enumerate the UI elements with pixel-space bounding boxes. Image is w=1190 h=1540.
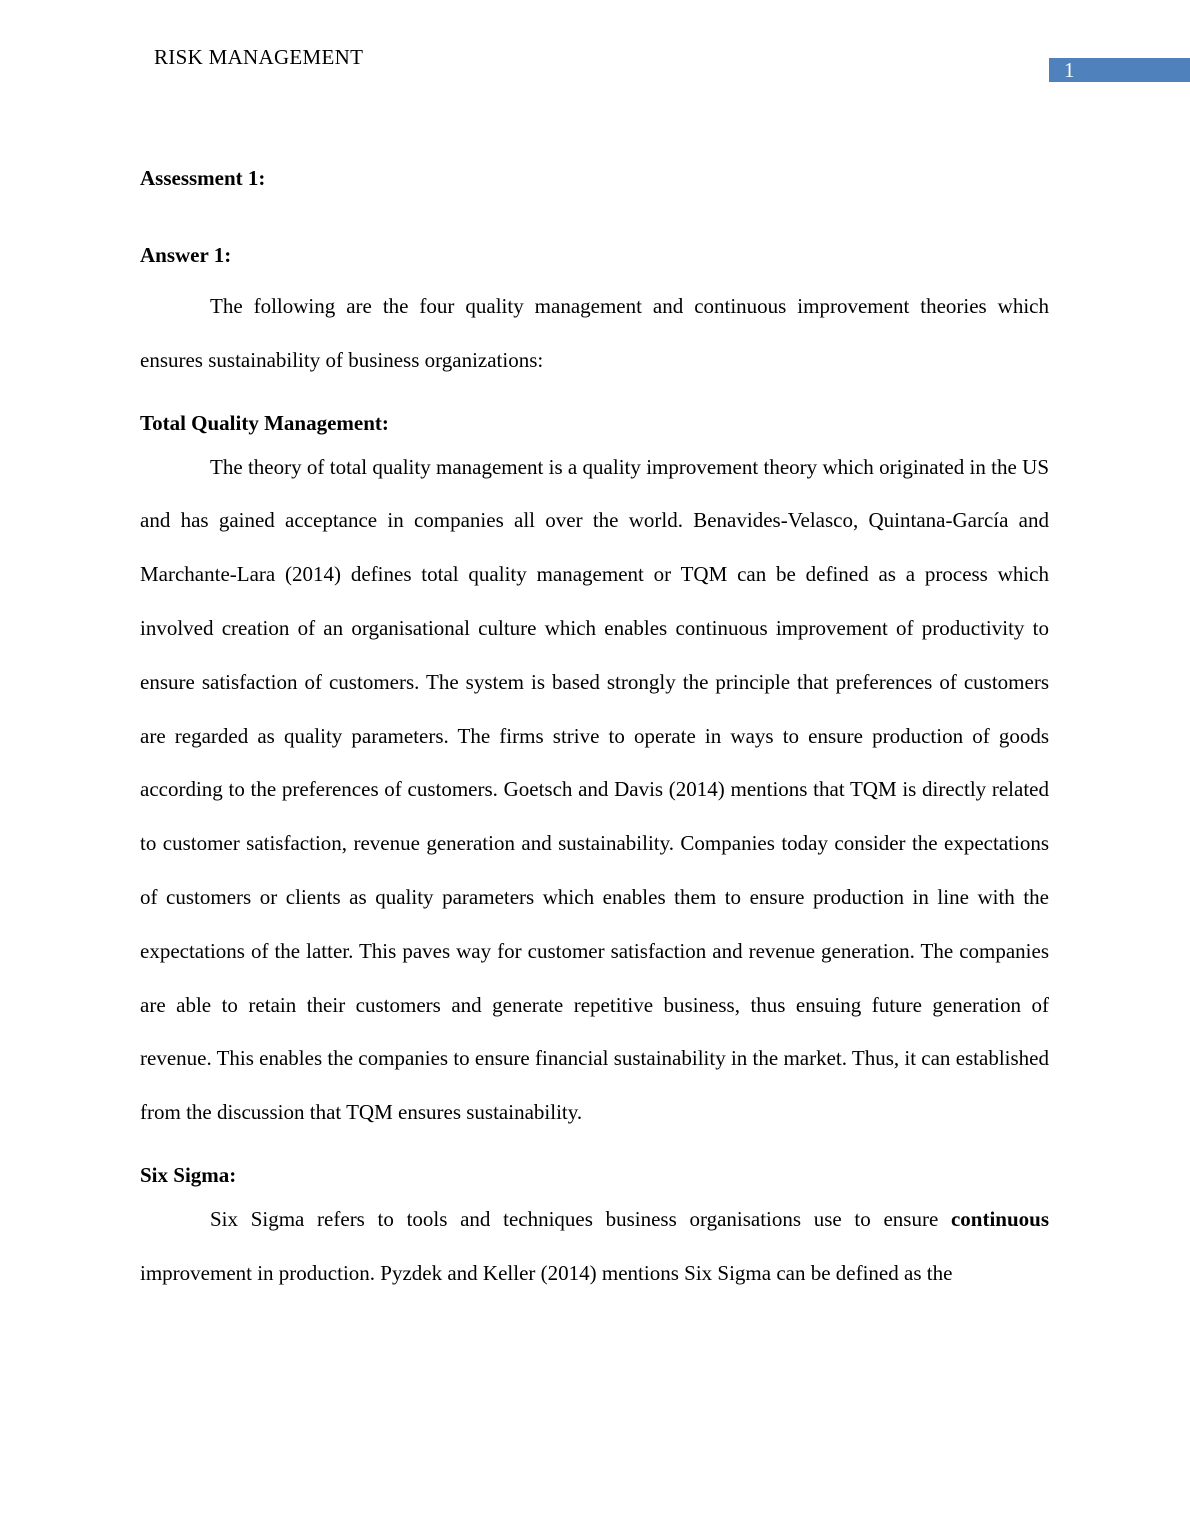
six-sigma-text-end: improvement in production. Pyzdek and Keller (2014) mentions Six Sigma can be defined as the <box>140 1260 953 1285</box>
answer-heading: Answer 1: <box>140 243 232 267</box>
tqm-paragraph: The theory of total quality management is a quality improvement theory which originated in the US and has gained acceptance in companies all over the world. Benavides-Velasco, Quintana-García and Marchante-Lara (2014) defines total quality management or TQM can be defined as a process which involved creation of an organisational culture which enables continuous improvement of productivity to ensure satisfaction of customers. The system is based strongly the principle that preferences of customers are regarded as quality parameters. The firms strive to operate in ways to ensure production of goods according to the preferences of customers. Goetsch and Davis (2014) mentions that TQM is directly related to customer satisfaction, revenue generation and sustainability. Companies today consider the expectations of customers or clients as quality parameters which enables them to ensure production in line with the expectations of the latter. This paves way for customer satisfaction and revenue generation. The companies are able to retain their customers and generate repetitive business, thus ensuing future generation of revenue. This enables the companies to ensure financial sustainability in the market. Thus, it can established from the discussion that TQM ensures sustainability. <box>140 454 1049 1125</box>
page-number: 1 <box>1064 58 1075 82</box>
intro-paragraph: The following are the four quality management and continuous improvement theories which ensures sustainability of business organizations: <box>140 294 1049 372</box>
six-sigma-text-start: Six Sigma refers to tools and techniques business organisations use to ensure <box>210 1206 951 1231</box>
assessment-heading: Assessment 1: <box>140 166 266 190</box>
running-head: RISK MANAGEMENT <box>154 45 364 69</box>
document-body <box>140 160 1049 1301</box>
six-sigma-heading: Six Sigma: <box>140 1162 237 1187</box>
page-number-badge <box>1049 58 1190 82</box>
six-sigma-paragraph <box>140 1193 1049 1301</box>
six-sigma-text-bold: continuous <box>950 1206 1049 1231</box>
tqm-heading: Total Quality Management: <box>140 410 389 435</box>
